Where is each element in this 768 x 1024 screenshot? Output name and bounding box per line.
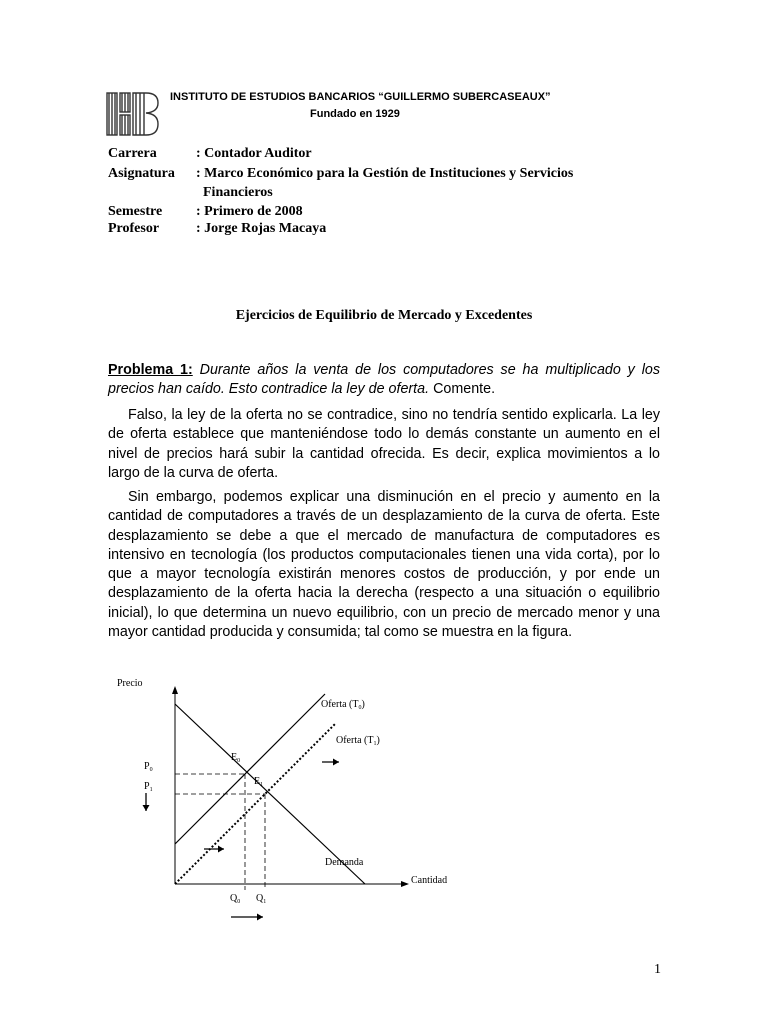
- logo-graphic: [106, 92, 160, 136]
- carrera-label: Carrera: [108, 146, 157, 161]
- y-axis-arrow: [172, 686, 178, 694]
- series-label-supply-t0: Oferta $(T_0)$: [321, 699, 365, 711]
- answer-paragraph-1: Falso, la ley de la oferta no se contradice, sino no tendría sentido explicarla. La ley de oferta establece que manteniéndose todo lo demás constante un aumento en el nivel de precios hará subir la cantidad ofrecida. Es decir, explica movimientos a lo largo de la curva de oferta.: [108, 407, 660, 481]
- price-drop-arrow-head: [143, 805, 150, 811]
- institute-logo: [106, 92, 160, 136]
- series-label-demand: Demanda: [325, 857, 364, 868]
- institute-name: INSTITUTO DE ESTUDIOS BANCARIOS “GUILLERMO SUBERCASEAUX”: [170, 91, 551, 103]
- series-line-0: [175, 694, 325, 844]
- chart-canvas: [100, 665, 480, 935]
- problem-1-label: Problema 1:: [108, 362, 193, 378]
- page-number: 1: [654, 962, 661, 977]
- semestre-label: Semestre: [108, 204, 163, 219]
- price-label-p1: $P_1$: [144, 781, 153, 793]
- problem-1-statement: [108, 361, 660, 400]
- x-axis-label: Cantidad: [411, 875, 448, 886]
- price-label-p0: $P_0$: [144, 761, 153, 773]
- supply-shift-arrow-lower-head: [218, 846, 224, 853]
- carrera-value: : Contador Auditor: [196, 146, 312, 161]
- series-label-supply-t1: Oferta $(T_1)$: [336, 735, 380, 747]
- quantity-label-q1: $Q_1$: [256, 893, 267, 905]
- x-axis-arrow: [401, 881, 409, 887]
- quantity-increase-arrow-head: [257, 914, 263, 921]
- series-line-1: [175, 724, 335, 884]
- asignatura-value-continued: Financieros: [203, 185, 273, 200]
- profesor-label: Profesor: [108, 221, 160, 236]
- document-title: Ejercicios de Equilibrio de Mercado y Excedentes: [235, 308, 533, 323]
- semestre-value: : Primero de 2008: [196, 204, 303, 219]
- problem-1-question: Durante años la venta de los computadores se ha multiplicado y los precios han caído. Esto contradice la ley de oferta.: [108, 362, 660, 398]
- y-axis-label: Precio: [117, 678, 143, 689]
- equilibrium-label-e0: $E_0$: [231, 752, 241, 764]
- answer-paragraph-2: Sin embargo, podemos explicar una disminución en el precio y aumento en la cantidad de computadores a través de un desplazamiento de la curva de oferta. Este desplazamiento se debe a que el mercado de manufactura de computadores es intensivo en tecnología (los productos computacionales tienen una vida corta), por lo que a mayor tecnología existirán menores costos de producción, y por ende un desplazamiento de la oferta hacia la derecha (respecto a una situación o equilibrio inicial), lo que determina un nuevo equilibrio, con un precio de mercado menor y una mayor cantidad producida y consumida; tal como se muestra en la figura.: [108, 489, 660, 641]
- profesor-value: : Jorge Rojas Macaya: [196, 221, 327, 236]
- equilibrium-label-e1: $E_1$: [254, 776, 264, 788]
- logo-block-b: [133, 93, 158, 135]
- problem-1-instruction: Comente.: [433, 381, 496, 398]
- supply-demand-chart: [100, 665, 480, 935]
- supply-shift-arrow-upper-head: [333, 759, 339, 766]
- quantity-label-q0: $Q_0$: [230, 893, 241, 905]
- asignatura-label: Asignatura: [108, 166, 175, 181]
- institute-founded: Fundado en 1929: [310, 108, 400, 120]
- asignatura-value: : Marco Económico para la Gestión de Instituciones y Servicios: [196, 166, 574, 181]
